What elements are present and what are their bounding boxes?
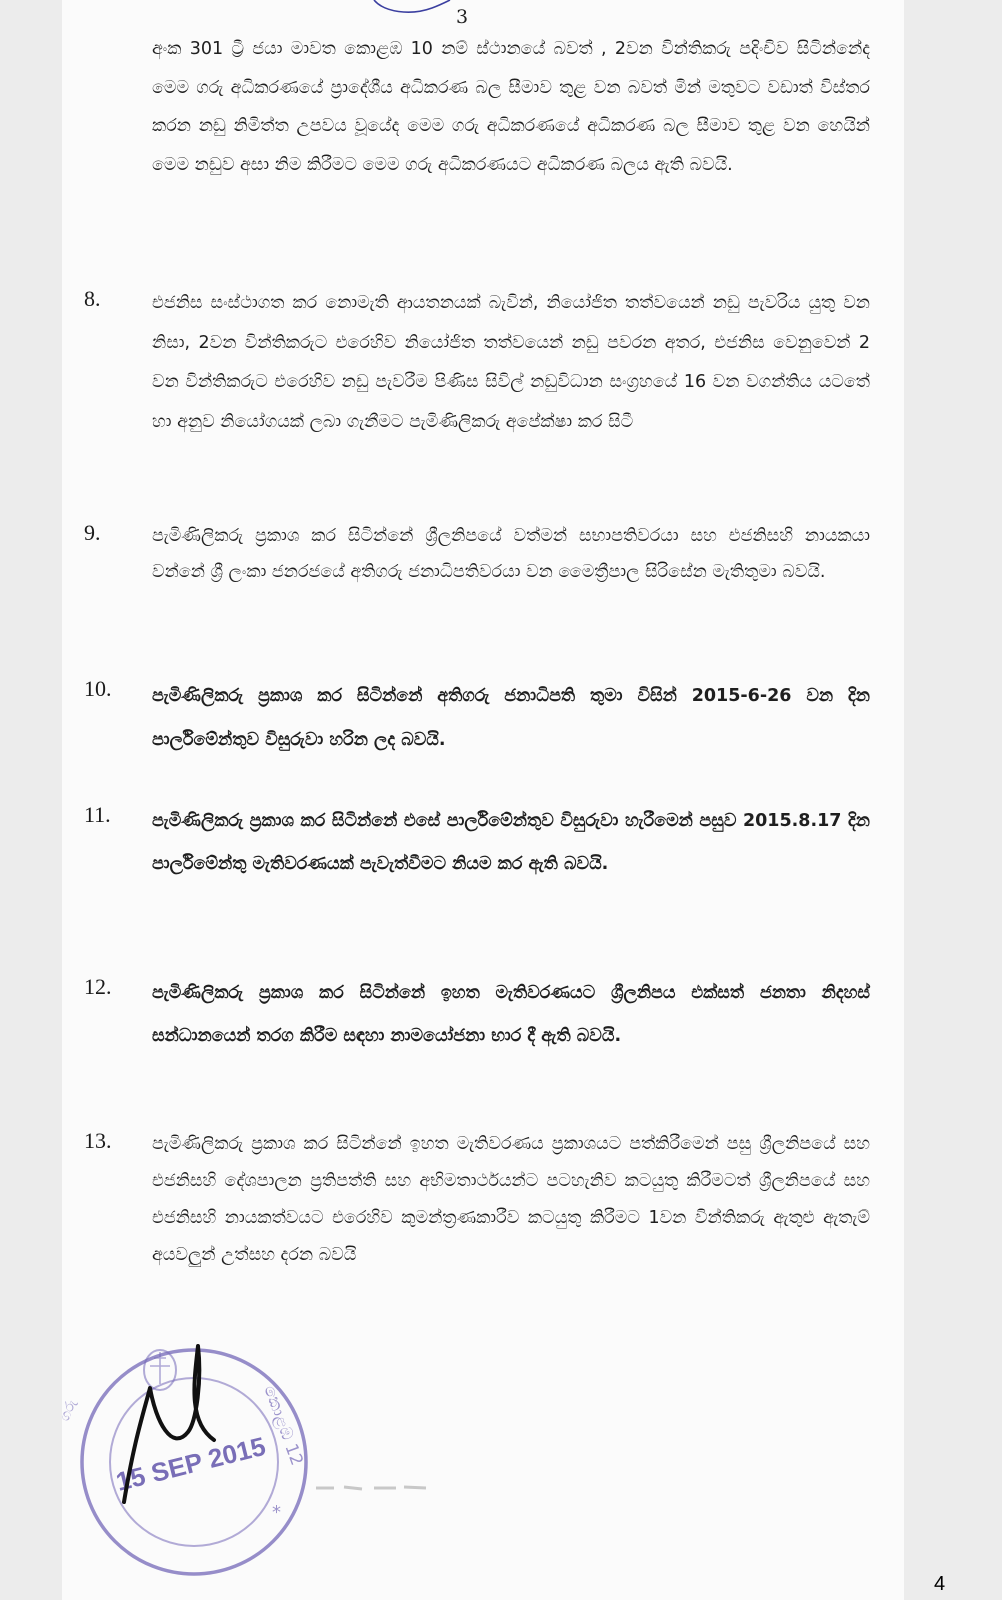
paragraph-8-text: එජනිස සංස්ථාගත කර නොමැති ආයතනයක් බැවින්, නියෝජිත තත්වයෙන් නඩු පැවරිය යුතු වන නිසා, 2වන වින්තිකරුට එරෙහිව නියෝජිත තත්වයෙන් නඩු පවරන අතර, එජනිස වෙනුවෙන් 2 වන වින්තිකරුට එරෙහිව නඩු පැවරීම පිණිස සිවිල් නඩුවිධාන සංග්‍රහයේ 16 වන වගන්තිය යටතේ හා අනුව නියෝගයක් ලබා ගැනීමට පැමිණිලිකරු අපේක්ෂා කර සිටී <box>152 293 870 432</box>
stamp-date: 15 SEP 2015 <box>112 1430 269 1497</box>
paragraph-11-text: පැමිණිලිකරු ප්‍රකාශ කර සිටින්නේ එසේ පාර්ලිමේන්තුව විසුරුවා හැරීමෙන් පසුව 2015.8.17 දින පාර්ලිමේන්තු මැතිවරණයක් පැවැත්වීමට නියම කර ඇති බවයි. <box>152 811 870 874</box>
paragraph-13-text: පැමිණිලිකරු ප්‍රකාශ කර සිටින්නේ ඉහත මැතිවරණය ප්‍රකාශයට පත්කිරීමෙන් පසු ශ්‍රීලනිපයේ සහ එජනිසහි දේශපාලන ප්‍රතිපත්ති සහ අභිමතාර්ථයන්ට පටහැනිව කටයුතු කිරීමටත් ශ්‍රීලනිපයේ සහ එජනිසහි නායකත්වයට එරෙහිව කුමන්ත්‍රණකාරීව කටයුතු කිරීමට 1වන වින්තිකරු ඇතුළු ඇතැම් අයවලුන් උත්සහ දරන බවයි <box>152 1134 870 1265</box>
paragraph-number: 11. <box>84 802 111 827</box>
paragraph-12-text: පැමිණිලිකරු ප්‍රකාශ කර සිටින්නේ ඉහත මැතිවරණයට ශ්‍රීලනිපය එක්සත් ජනතා නිදහස් සන්ධානයෙන් තරග කිරීම සඳහා නාමයෝජනා භාර දී ඇති බවයි. <box>152 983 870 1046</box>
footer-page-number: 4 <box>934 1573 946 1595</box>
paragraph-number: 10. <box>84 676 112 701</box>
scan-left-margin <box>0 0 62 1600</box>
stamp-emblem-icon <box>144 1350 176 1390</box>
paragraph-continuation: අංක 301 ට්‍රී ජයා මාවත කොළඹ 10 නම් ස්ථානයේ බවත් , 2වන වින්තිකරු පදිංචිව සිටින්නේද මෙම ගරු අධිකරණයේ ප්‍රාදේශීය අධිකරණ බල සීමාව තුළ වන බවත් මින් මතුවට වඩාත් විස්තර කරන නඩු නිමිත්ත උපවය වූයේද මෙම ගරු අධිකරණයේ අධිකරණ බල සීමාව තුළ වන හෙයින් මෙම නඩුව අසා නිම කිරීමට මෙම ගරු අධිකරණයට අධිකරණ බලය ඇති බවයි. <box>152 39 870 175</box>
paragraph-number: 9. <box>84 520 101 545</box>
official-stamp <box>56 1322 324 1582</box>
paragraph-9-text: පැමිණිලිකරු ප්‍රකාශ කර සිටින්නේ ශ්‍රීලනිපයේ වත්මන් සභාපතිවරයා සහ එජනිසහි නායකයා වන්නේ ශ්‍රී ලංකා ජනරජයේ අතිගරු ජනාධිපතිවරයා වන මෛත්‍රීපාල සිරිසේන මැතිතුමා බවයි. <box>152 526 870 582</box>
svg-text:*: * <box>272 1502 281 1523</box>
paragraph-number: 13. <box>84 1128 112 1153</box>
page-number-top: 3 <box>456 6 469 28</box>
ink-mark-icon <box>370 0 460 22</box>
paragraph-number: 12. <box>84 974 112 999</box>
paragraph-10-text: පැමිණිලිකරු ප්‍රකාශ කර සිටින්නේ අතිගරු ජනාධිපති තුමා විසින් 2015-6-26 වන දින පාර්ලිමේන්තුව විසුරුවා හරින ලද බවයි. <box>152 686 870 750</box>
scan-right-margin <box>904 0 1002 1600</box>
faint-illegible-text <box>316 1482 426 1494</box>
paragraph-number: 8. <box>84 286 101 311</box>
svg-text:කොළඹ 12: කොළඹ 12 <box>259 1382 307 1469</box>
svg-text:ගරු: ගරු <box>56 1397 80 1424</box>
